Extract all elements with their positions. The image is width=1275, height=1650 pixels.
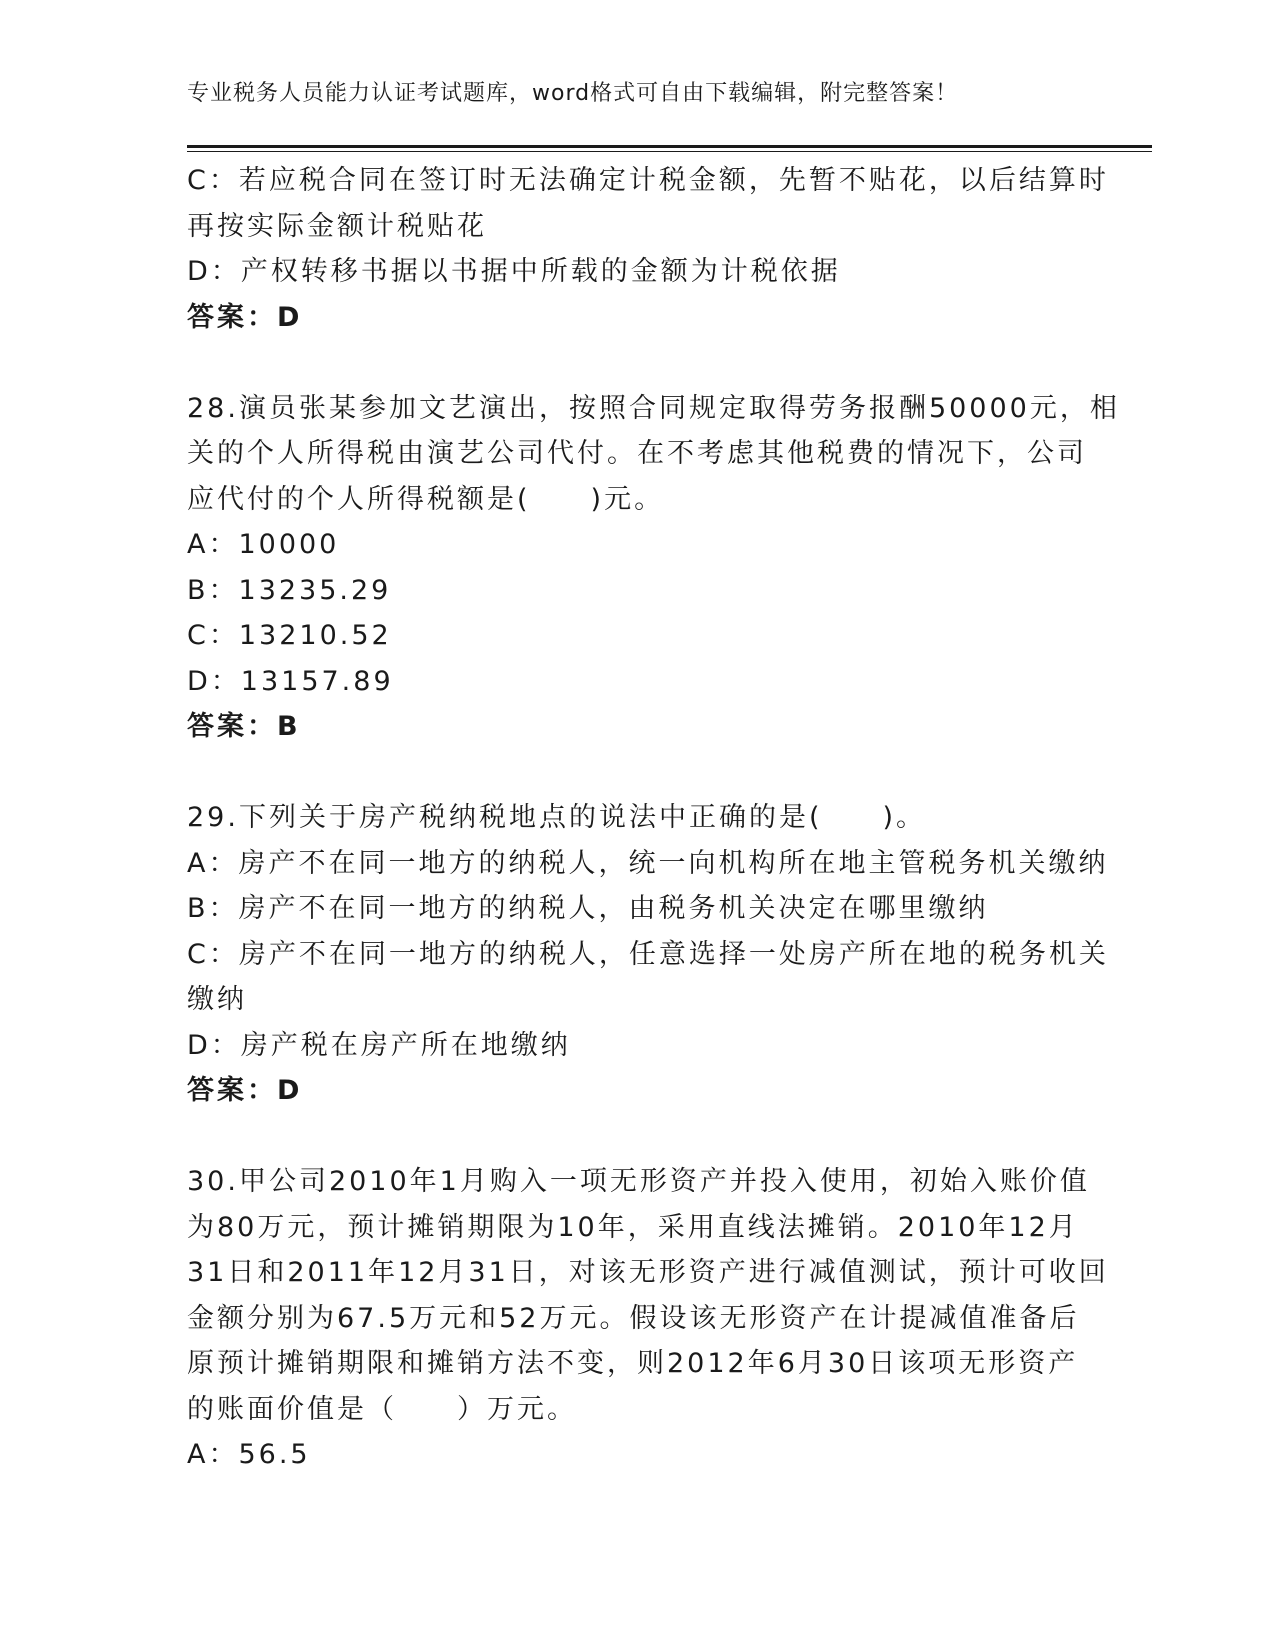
q30-stem-line1: 30.甲公司2010年1月购入一项无形资产并投入使用，初始入账价值 [187,1166,1090,1197]
q30-stem-line3: 31日和2011年12月31日，对该无形资产进行减值测试，预计可收回 [187,1257,1109,1288]
q27-option-c-line2: 再按实际金额计税贴花 [187,210,487,242]
question-29 [187,795,1109,1114]
q29-option-c-line1: C：房产不在同一地方的纳税人，任意选择一处房产所在地的税务机关 [187,938,1109,970]
q28-stem-line2: 关的个人所得税由演艺公司代付。在不考虑其他税费的情况下，公司 [187,438,1087,469]
question-content [187,158,1120,1478]
q30-stem-line5: 原预计摊销期限和摊销方法不变，则2012年6月30日该项无形资产 [187,1348,1079,1379]
question-28 [187,386,1120,750]
q27-answer: 答案：D [187,301,303,333]
page-header: 专业税务人员能力认证考试题库，word格式可自由下载编辑，附完整答案！ [187,81,959,106]
q28-option-b: B：13235.29 [187,574,392,606]
q28-option-a: A：10000 [187,529,340,560]
q29-answer: 答案：D [187,1075,303,1106]
q28-stem-line3: 应代付的个人所得税额是( )元。 [187,483,665,515]
q30-stem-line2: 为80万元，预计摊销期限为10年，采用直线法摊销。2010年12月 [187,1211,1079,1243]
q27-option-d: D：产权转移书据以书据中所载的金额为计税依据 [187,256,841,287]
q28-option-c: C：13210.52 [187,620,392,651]
spacer [187,750,1087,796]
q29-option-c-line2: 缴纳 [187,984,247,1015]
question-27-tail [187,158,1109,340]
spacer [187,340,1087,386]
header-rule-thick [187,145,1152,148]
q29-option-a: A：房产不在同一地方的纳税人，统一向机构所在地主管税务机关缴纳 [187,847,1109,879]
q30-stem-line6: 的账面价值是（ ）万元。 [187,1393,577,1425]
q29-option-b: B：房产不在同一地方的纳税人，由税务机关决定在哪里缴纳 [187,893,989,924]
q29-stem: 29.下列关于房产税纳税地点的说法中正确的是( )。 [187,802,927,833]
q27-option-c-line1: C：若应税合同在签订时无法确定计税金额，先暂不贴花，以后结算时 [187,165,1109,196]
q28-stem-line1: 28.演员张某参加文艺演出，按照合同规定取得劳务报酬50000元，相 [187,392,1120,424]
q28-option-d: D：13157.89 [187,665,394,697]
question-30 [187,1159,1109,1478]
spacer [187,1114,1087,1160]
header-rule-thin [187,151,1152,152]
q30-option-a: A：56.5 [187,1439,311,1470]
q29-option-d: D：房产税在房产所在地缴纳 [187,1029,571,1061]
q30-stem-line4: 金额分别为67.5万元和52万元。假设该无形资产在计提减值准备后 [187,1302,1080,1334]
q28-answer: 答案：B [187,711,301,742]
